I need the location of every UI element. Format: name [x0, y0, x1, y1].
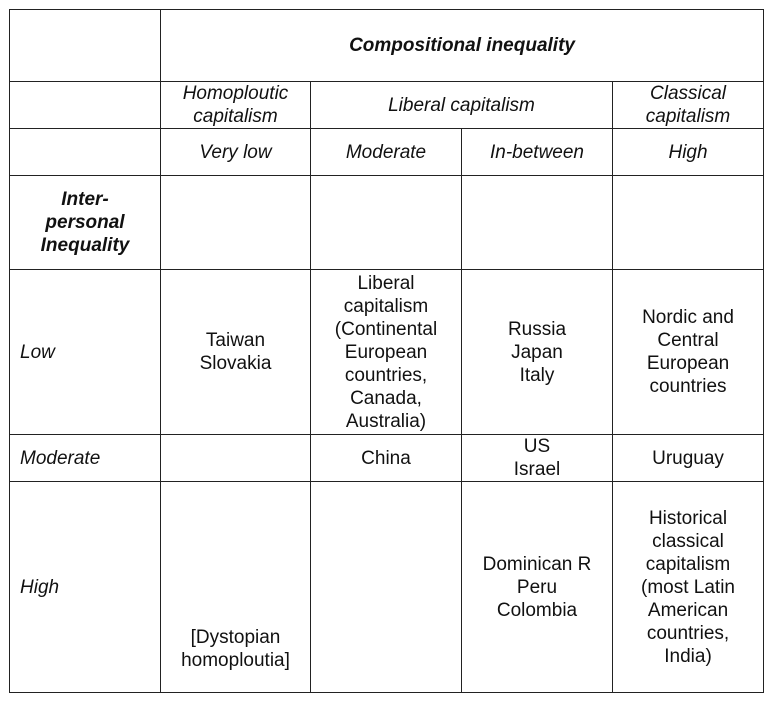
cell-moderate-high: Uruguay: [613, 435, 764, 482]
table-row-high: [10, 482, 764, 693]
row-label-moderate: Moderate: [10, 435, 161, 482]
level-very-low: Very low: [161, 129, 311, 176]
homoploutic-capitalism-header: Homoploutic capitalism: [161, 82, 311, 129]
row-label-high: High: [10, 482, 161, 693]
cell-high-high: Historical classical capitalism (most Latin American countries, India): [613, 482, 764, 693]
capitalism-type-row: [10, 82, 764, 129]
cell-low-in-between: Russia Japan Italy: [462, 270, 613, 435]
level-high: High: [613, 129, 764, 176]
cell-low-moderate: Liberal capitalism (Continental European countries, Canada, Australia): [311, 270, 462, 435]
empty-cell: [613, 176, 764, 270]
empty-cell: [10, 129, 161, 176]
cell-low-very-low: Taiwan Slovakia: [161, 270, 311, 435]
cell-moderate-in-between: US Israel: [462, 435, 613, 482]
cell-low-high: Nordic and Central European countries: [613, 270, 764, 435]
classical-capitalism-header: Classical capitalism: [613, 82, 764, 129]
cell-high-moderate: [311, 482, 462, 693]
compositional-level-row: [10, 129, 764, 176]
row-label-low: Low: [10, 270, 161, 435]
level-in-between: In-between: [462, 129, 613, 176]
liberal-capitalism-header: Liberal capitalism: [311, 82, 613, 129]
cell-moderate-moderate: China: [311, 435, 462, 482]
compositional-inequality-title: Compositional inequality: [161, 10, 764, 82]
empty-cell: [311, 176, 462, 270]
title-row: [10, 10, 764, 82]
empty-cell: [10, 82, 161, 129]
cell-high-very-low: [Dystopian homoploutia]: [161, 482, 311, 693]
empty-cell: [161, 176, 311, 270]
interpersonal-inequality-label: Inter- personal Inequality: [10, 176, 161, 270]
table-row-low: [10, 270, 764, 435]
interpersonal-header-row: [10, 176, 764, 270]
table-row-moderate: [10, 435, 764, 482]
empty-cell: [462, 176, 613, 270]
level-moderate: Moderate: [311, 129, 462, 176]
inequality-classification-table: [9, 9, 764, 693]
cell-high-in-between: Dominican R Peru Colombia: [462, 482, 613, 693]
cell-moderate-very-low: [161, 435, 311, 482]
corner-cell: [10, 10, 161, 82]
